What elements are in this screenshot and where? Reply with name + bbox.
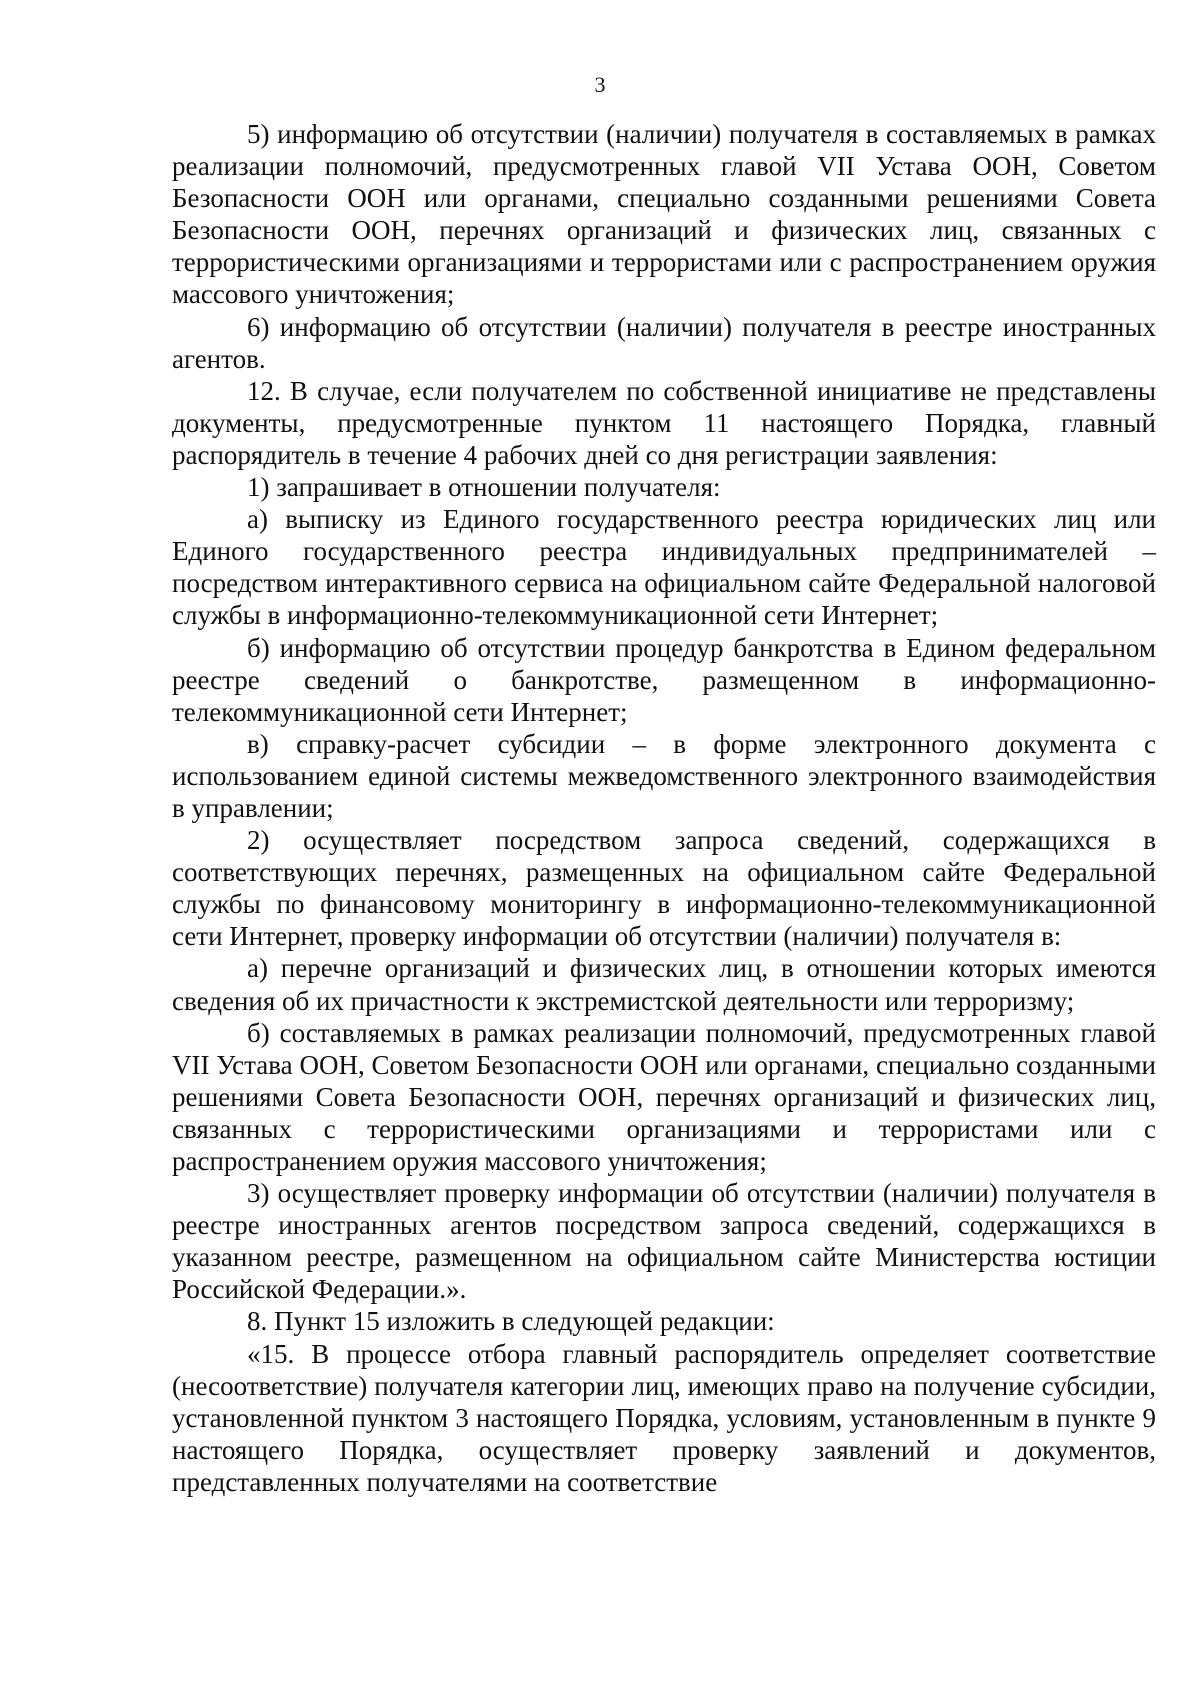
page-number: 3 [594, 72, 606, 97]
paragraph-item-5: 5) информацию об отсутствии (наличии) получателя в составляемых в рамках реализации полномочий, предусмотренных главой VII Устава ООН, Советом Безопасности ООН или органами, специально созданными решениями Совета Безопасности ООН, перечнях организаций и физических лиц, связанных с террористическими организациями и террористами или с распространением оружия массового уничтожения; [172, 119, 1156, 310]
document-body [172, 118, 1156, 1498]
paragraph-item-6: 6) информацию об отсутствии (наличии) получателя в реестре иностранных агентов. [172, 311, 1156, 374]
paragraph-item-2: 2) осуществляет посредством запроса сведений, содержащихся в соответствующих перечнях, размещенных на официальном сайте Федеральной службы по финансовому мониторингу в информационно-телекоммуникационной сети Интернет, проверку информации об отсутствии (наличии) получателя в: [172, 825, 1156, 952]
paragraph-subitem-v: в) справку-расчет субсидии – в форме электронного документа с использованием единой системы межведомственного электронного взаимодействия в управлении; [172, 728, 1156, 823]
paragraph-clause-15: «15. В процессе отбора главный распорядитель определяет соответствие (несоответствие) получателя категории лиц, имеющих право на получение субсидии, установленной пунктом 3 настоящего Порядка, условиям, установленным в пункте 9 настоящего Порядка, осуществляет проверку заявлений и документов, представленных получателями на соответствие [172, 1338, 1156, 1497]
paragraph-item-1: 1) запрашивает в отношении получателя: [247, 472, 721, 503]
paragraph-subitem-a-2: а) перечне организаций и физических лиц, в отношении которых имеются сведения об их причастности к экстремистской деятельности или терроризму; [172, 953, 1156, 1016]
paragraph-clause-12: 12. В случае, если получателем по собственной инициативе не представлены документы, предусмотренные пунктом 11 настоящего Порядка, главный распорядитель в течение 4 рабочих дней со дня регистрации заявления: [172, 375, 1156, 470]
paragraph-subitem-b: б) информацию об отсутствии процедур банкротства в Едином федеральном реестре сведений о банкротстве, размещенном в информационно-телекоммуникационной сети Интернет; [172, 632, 1156, 727]
paragraph-subitem-a: а) выписку из Единого государственного реестра юридических лиц или Единого государственного реестра индивидуальных предпринимателей – посредством интерактивного сервиса на официальном сайте Федеральной налоговой службы в информационно-телекоммуникационной сети Интернет; [172, 504, 1156, 631]
paragraph-item-3: 3) осуществляет проверку информации об отсутствии (наличии) получателя в реестре иностранных агентов посредством запроса сведений, содержащихся в указанном реестре, размещенном на официальном сайте Министерства юстиции Российской Федерации.». [172, 1178, 1156, 1305]
paragraph-subitem-b-2: б) составляемых в рамках реализации полномочий, предусмотренных главой VII Устава ООН, Советом Безопасности ООН или органами, специально созданными решениями Совета Безопасности ООН, перечнях организаций и физических лиц, связанных с террористическими организациями и террористами или с распространением оружия массового уничтожения; [172, 1017, 1156, 1176]
paragraph-amendment-8: 8. Пункт 15 изложить в следующей редакции: [247, 1306, 775, 1337]
